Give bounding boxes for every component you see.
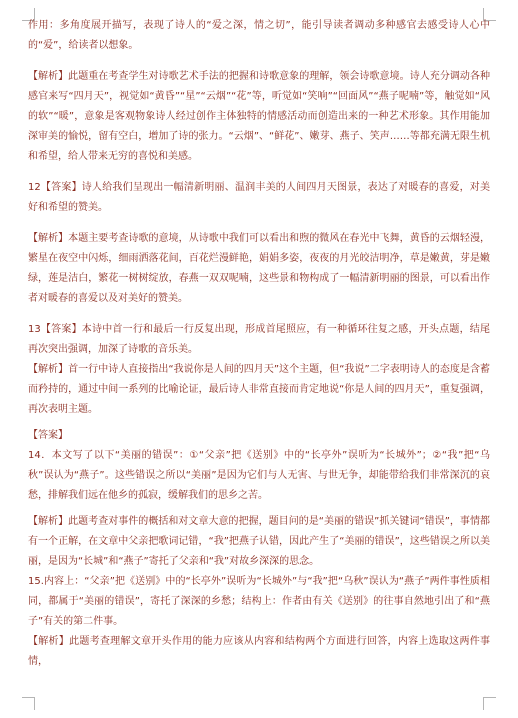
paragraph-q13-analysis: 【解析】首一行中诗人直接指出“我说你是人间的四月天”这个主题，但“我说”二字表明诗人的态度是含蓄而矜持的，通过中间一系列的比喻论证，最后诗人非常直接而肯定地说“你是人间的四月天”，重复强调，再次表明主题。: [28, 364, 490, 415]
paragraph-q15-analysis: 【解析】此题考查理解文章开头作用的能力应该从内容和结构两个方面进行回答，内容上选取这两件事情，: [28, 636, 490, 667]
paragraph-q15-answer: 15.内容上：“父亲”把《送别》中的“长亭外”误听为“长城外”与“我”把“乌秋”误认为“燕子”两件事性质相同，都属于“美丽的错误”，寄托了深深的乡愁；结构上：作者由有关《送别》的往事自然地引出了和“燕子”有关的第二件事。: [28, 576, 490, 627]
paragraph-q12-analysis: 【解析】本题主要考查诗歌的意境，从诗歌中我们可以看出和煦的微风在春光中飞舞，黄昏的云烟轻漫，繁星在夜空中闪烁，细雨洒落花间，百花烂漫鲜艳，娟娟多姿，夜夜的月光皎洁明净，草是嫩黄，芽是嫩绿，莲是洁白，繁花一树树绽放，春燕一双双呢喃，这些景和物构成了一幅清新明丽的图景，可以看出作者对暖春的喜爱以及对美好的赞美。: [28, 233, 490, 304]
paragraph-q14-analysis: 【解析】此题考查对事件的概括和对文章大意的把握，题目问的是“美丽的错误”抓关键词“错误”，事情都有一个正解，在文章中父亲把歌词记错，“我”把燕子认错，因此产生了“美丽的错误”，这些错误之所以美丽，是因为“长城”和“燕子”寄托了父亲和“我”对故乡深深的思念。: [28, 516, 490, 567]
crop-mark-bottom-right: [483, 697, 496, 710]
crop-mark-bottom-left: [22, 697, 35, 710]
paragraph-q11-analysis: 【解析】此题重在考查学生对诗歌艺术手法的把握和诗歌意象的理解，领会诗歌意境。诗人充分调动各种感官来写“四月天”，视觉如“黄昏”“星”“云烟”“花”等，听觉如“笑响”“回面风”“燕子呢喃”等，触觉如“风的软”“暖”，意象是客观物象诗人经过创作主体独特的情感活动而创造出来的一种艺术形象。其作用能加深审美的愉悦，留有空白，增加了诗的张力。“云烟”、“鲜花”、嫩芽、燕子、笑声……等都充满无限生机和希望，给人带来无穷的喜悦和美感。: [28, 71, 490, 162]
paragraph-q12-answer: 12【答案】诗人给我们呈现出一幅清新明丽、温润丰美的人间四月天图景，表达了对暖春的喜爱，对美好和希望的赞美。: [28, 182, 490, 213]
paragraph-q14-answer: 14．本文写了以下“美丽的错误”：①“父亲”把《送别》中的“长亭外”误听为“长城外”；②“我”把“乌秋”误认为“燕子”。这些错误之所以“美丽”是因为它们与人无害、与世无争，却能带给我们非常深沉的哀愁，排解我们远在他乡的孤寂，缓解我们的思乡之苦。: [28, 450, 490, 501]
document-body: [28, 16, 490, 672]
paragraph-answer-heading: 【答案】: [28, 430, 68, 441]
paragraph-q11-answer-function: 作用：多角度展开描写，表现了诗人的“爱之深，情之切”，能引导读者调动多种感官去感受诗人心中的“爱”，给读者以想象。: [28, 20, 490, 51]
paragraph-q13-answer: 13【答案】本诗中首一行和最后一行反复出现，形成首尾照应，有一种循环往复之感，开头点题，结尾再次突出强调，加深了诗歌的音乐美。: [28, 324, 490, 355]
